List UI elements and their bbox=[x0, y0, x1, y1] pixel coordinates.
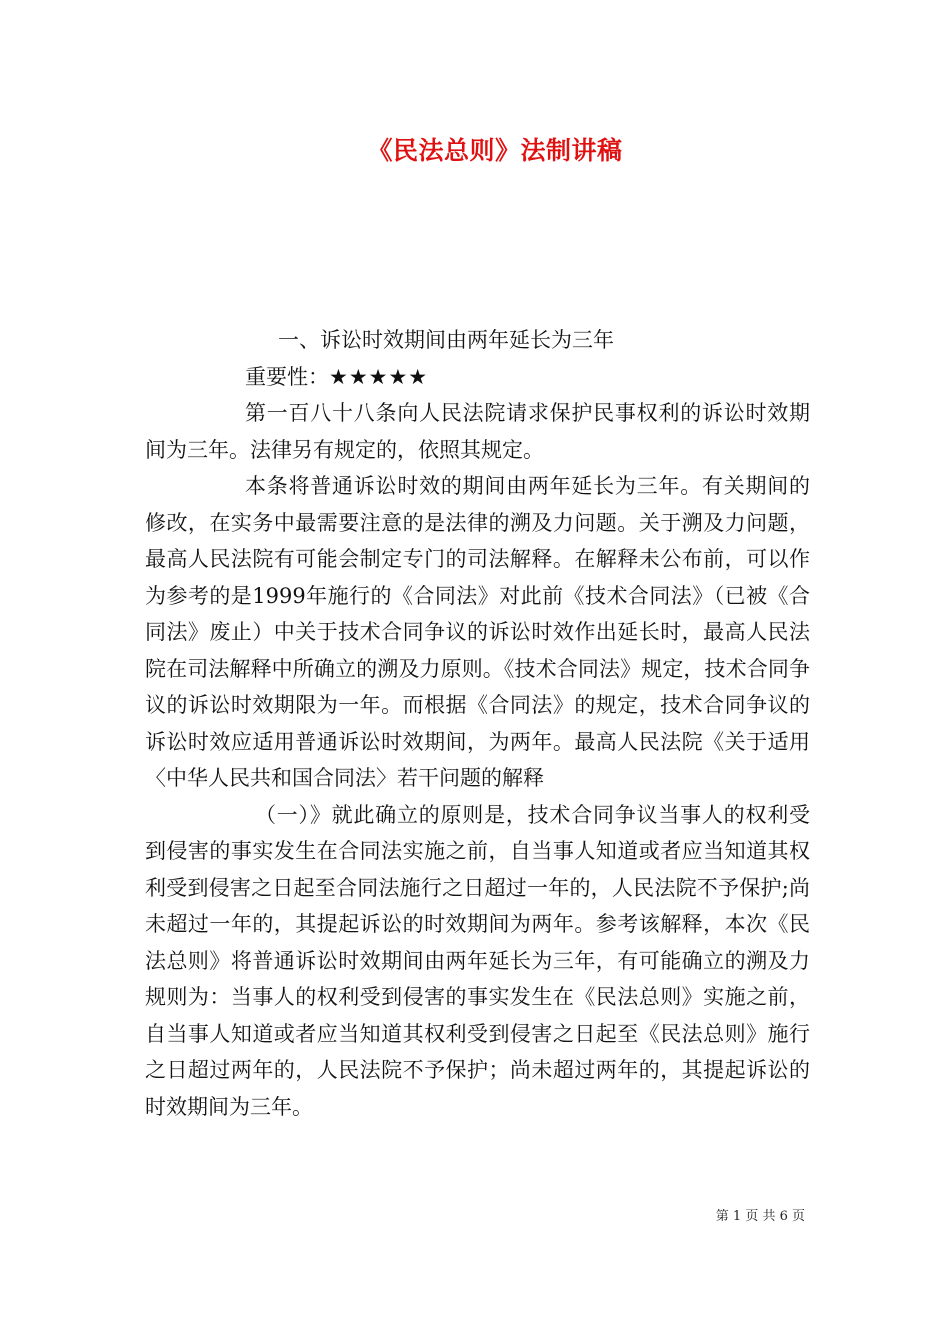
section-heading: 一、诉讼时效期间由两年延长为三年 bbox=[278, 328, 614, 352]
importance-line bbox=[145, 359, 810, 396]
commentary-paragraph: 本条将普通诉讼时效的期间由两年延长为三年。有关期间的修改，在实务中最需要注意的是法律的溯及力问题。关于溯及力问题，最高人民法院有可能会制定专门的司法解释。在解释未公布前，可以作为参考的是1999年施行的《合同法》对此前《技术合同法》（已被《合同法》废止）中关于技术合同争议的诉讼时效作出延长时，最高人民法院在司法解释中所确立的溯及力原则。《技术合同法》规定，技术合同争议的诉讼时效期限为一年。而根据《合同法》的规定，技术合同争议的诉讼时效应适用普通诉讼时效期间，为两年。最高人民法院《关于适用〈中华人民共和国合同法〉若干问题的解释 bbox=[145, 474, 810, 790]
importance-label: 重要性： bbox=[245, 364, 329, 389]
star-rating-icon: ★★★★★ bbox=[329, 364, 429, 389]
page-number: 第 1 页 共 6 页 bbox=[715, 1209, 805, 1224]
interpretation-paragraph: （一）》就此确立的原则是，技术合同争议当事人的权利受到侵害的事实发生在合同法实施之前，自当事人知道或者应当知道其权利受到侵害之日起至合同法施行之日超过一年的，人民法院不予保护;尚未超过一年的，其提起诉讼的时效期间为两年。参考该解释，本次《民法总则》将普通诉讼时效期间由两年延长为三年，有可能确立的溯及力规则为：当事人的权利受到侵害的事实发生在《民法总则》实施之前，自当事人知道或者应当知道其权利受到侵害之日起至《民法总则》施行之日超过两年的，人民法院不予保护；尚未超过两年的，其提起诉讼的时效期间为三年。 bbox=[145, 802, 810, 1119]
document-title: 《民法总则》法制讲稿 bbox=[367, 136, 623, 165]
article-paragraph: 第一百八十八条向人民法院请求保护民事权利的诉讼时效期间为三年。法律另有规定的，依照其规定。 bbox=[145, 401, 810, 462]
document-body bbox=[145, 322, 810, 1125]
